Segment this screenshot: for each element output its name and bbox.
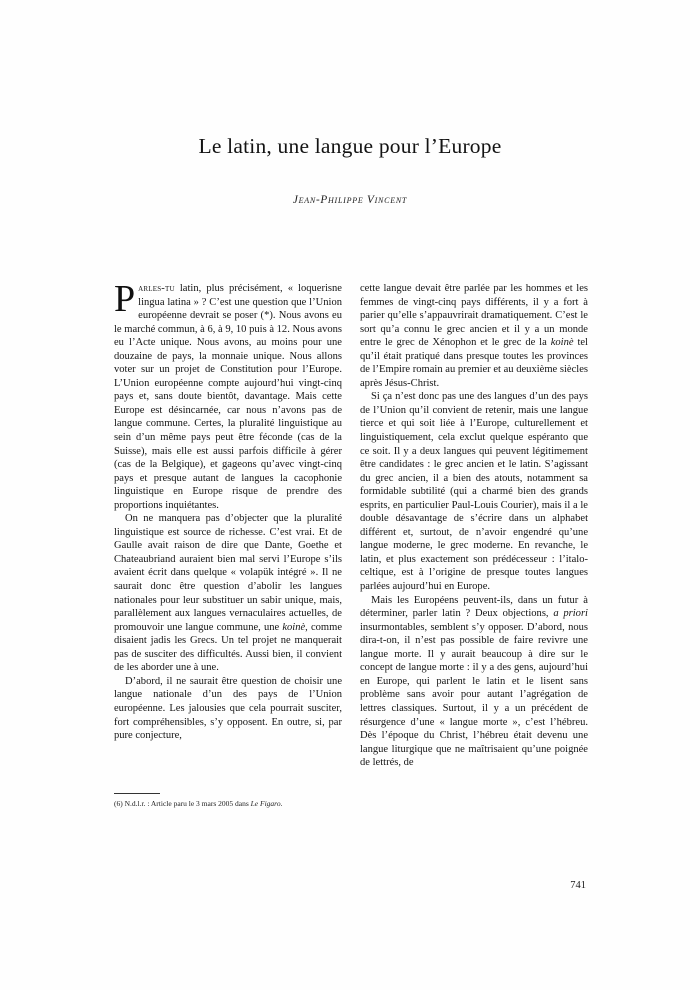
page-title: Le latin, une langue pour l’Europe [198, 134, 502, 158]
footnote-separator-rule [114, 793, 160, 794]
paragraph-plurality-text-b: , comme disaient jadis les Grecs. Un tel projet ne manquerait pas de susciter des difficultés. Aussi bien, il convient de les aborder une à une. [114, 621, 342, 674]
footnote-text-a: (6) N.d.l.r. : Article paru le 3 mars 2005 dans [114, 799, 251, 808]
page-number: 741 [570, 880, 586, 891]
column-right [360, 282, 588, 770]
term-a-priori: a priori [553, 608, 588, 620]
paragraph-plurality-text-a: On ne manquera pas d’objecter que la pluralité linguistique est source de richesse. C’est vrai. Et de Gaulle avait raison de dire que Dante, Goethe et Chateaubriand auraient bien mal servi l’Europe s’ils avaient écrit dans quelque « volapük intégré ». Il ne saurait donc être question d’abolir les langues nationales pour leur substituer un sabir unique, mais, parallèlement aux langues vernaculaires actuelles, de promouvoir une langue commune, une [114, 513, 342, 633]
column-left [114, 278, 342, 743]
paragraph-opening [114, 278, 342, 512]
footnote-source-title: Le Figaro [250, 799, 281, 808]
term-koine-right: koinè [550, 337, 574, 349]
paragraph-national-language: D’abord, il ne saurait être question de choisir une langue nationale d’un des pays de l’Union européenne. Les jalousies que cela pourrait susciter, fort compréhensibles, s’y opposent. En outre, si, par pure conjecture, [114, 675, 342, 742]
paragraph-objections-text-b: insurmontables, semblent s’y opposer. D’abord, nous dira-t-on, il n’est pas possible de faire revivre une langue morte. Il y aurait beaucoup à dire sur le concept de langue morte : il y a des gens, aujourd’hui en Europe, qui parlent le latin et le lisent sans problème sans avoir pour autant l’agrégation de lettres classiques. Surtout, il y a un précédent de résurgence d’une « langue morte », c’est l’hébreu. Dès l’époque du Christ, l’hébreu était devenu une langue liturgique que ne maîtrisaient qu’une poignée de lettrés, de [360, 621, 588, 769]
paragraph-objections-text-a: Mais les Européens peuvent-ils, dans un futur à déterminer, parler latin ? Deux objections, [360, 594, 588, 620]
paragraph-continuation-text-b: tel qu’il était pratiqué dans presque toutes les provinces de l’Empire romain au premier et au deuxième siècles après Jésus-Christ. [360, 337, 588, 389]
opening-small-caps: arles-tu [138, 283, 175, 294]
paragraph-third-language: Si ça n’est donc pas une des langues d’un des pays de l’Union qu’il convient de retenir, mais une langue tierce et qui soit liée à l’Europe, culturellement et linguistiquement, cela exclut quelque espéranto que ce soit. Il y a deux langues qui peuvent légitimement être candidates : le grec ancien et le latin. S’agissant du grec ancien, il a bien des atouts, notamment sa formidable subtilité (qui a charmé bien des grands esprits, en particulier Paul-Louis Courier), mais il a le double désavantage de s’écrire dans un alphabet différent et, surtout, de n’avoir engendré qu’une langue moderne, le grec moderne. En revanche, le latin, et plus exactement son prédécesseur : l’italo-celtique, est à l’origine de presque toutes langues parlées aujourd’hui en Europe. [360, 391, 588, 593]
footnote-text [114, 799, 342, 809]
paragraph-continuation [360, 282, 588, 390]
drop-cap-letter: P [114, 278, 136, 320]
term-koine: koinè [282, 621, 306, 633]
paragraph-plurality [114, 512, 342, 675]
footnote-block [114, 793, 342, 809]
paragraph-objections [360, 594, 588, 770]
footnote-text-b: . [280, 799, 283, 808]
body-columns [114, 278, 588, 842]
author-byline: Jean-Philippe Vincent [292, 194, 408, 206]
title-block [0, 134, 700, 206]
paragraph-continuation-text-a: cette langue devait être parlée par les hommes et les femmes de vingt-cinq pays différents, il y a fort à parier qu’elle s’appauvrirait dramatiquement. C’est le sort qu’a connu le grec ancien et il y a un monde entre le grec de Xénophon et le grec de la [360, 283, 588, 349]
paragraph-opening-text: latin, plus précisément, « loquerisne lingua latina » ? C’est une question que l’Union européenne devrait se poser (*). Nous avons eu le marché commun, à 6, à 9, 10 puis à 12. Nous avons eu l’Acte unique. Nous avons, au moins pour une douzaine de pays, la monnaie unique. Nous allons voter sur un projet de Constitution pour l’Europe. L’Union européenne compte aujourd’hui vingt-cinq pays et, sans doute bientôt, davantage. Mais cette Europe est désincarnée, car nous n’avons pas de langue commune. Certes, la pluralité linguistique au sein d’un même pays peut être féconde (cas de la Suisse), mais elle est aussi parfois difficile à gérer (cas de la Belgique), et gageons qu’avec vingt-cinq pays et presque autant de langues la cacophonie linguistique en Europe risque de prendre des proportions inquiétantes. [114, 283, 342, 511]
